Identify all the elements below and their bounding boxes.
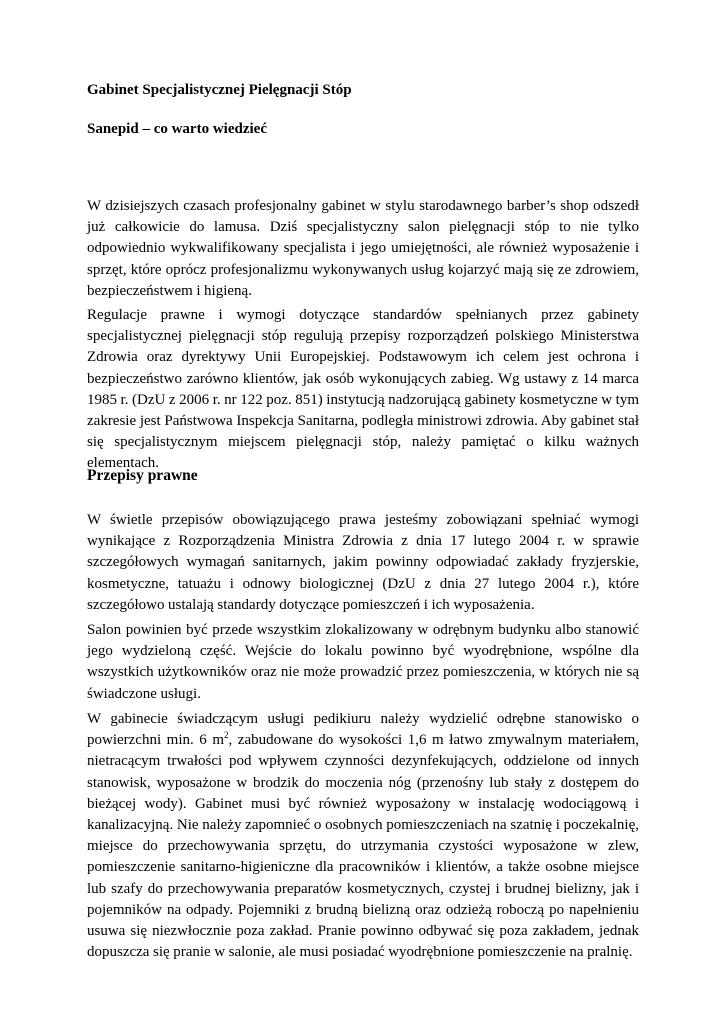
paragraph-text-before: W gabinecie świadczącym usługi pedikiuru należy wydzielić odrębne stanowisko o powierzchni min. 6 m [87,711,639,749]
paragraph-text-after: , zabudowane do wysokości 1,6 m łatwo zmywalnym materiałem, nietracącym trwałości pod wpływem czynności dezynfekujących, oddzielone od innych stanowisk, wyposażone w brodzik do moczenia nóg (przenośny lub stały z dostępem do bieżącej wody). Gabinet musi być również wyposażony w instalację wodociągową i kanalizacyjną. Nie należy zapomnieć o osobnych pomieszczeniach na szatnię i poczekalnię, miejsce do przechowywania sprzętu, do utrzymania czystości wyposażone w zlew, pomieszczenie sanitarno-higieniczne dla pracowników i klientów, a także osobne miejsce lub szafy do przechowywania preparatów kosmetycznych, czystej i brudnej bielizny, jak i pojemników na odpady. Pojemniki z brudną bielizną oraz odzieżą roboczą po napełnieniu usuwa się niezwłocznie poza zakład. Pranie powinno odbywać się poza zakładem, jednak dopuszcza się pranie w salonie, ale musi posiadać wyodrębnione pomieszczenie na pralnię. [87,732,639,961]
paragraph-intro-2: Regulacje prawne i wymogi dotyczące standardów spełnianych przez gabinety specjalistycznej pielęgnacji stóp regulują przepisy rozporządzeń polskiego Ministerstwa Zdrowia oraz dyrektywy Unii Europejskiej. Podstawowym ich celem jest ochrona i bezpieczeństwo zarówno klientów, jak osób wykonujących zabieg. Wg ustawy z 14 marca 1985 r. (DzU z 2006 r. nr 122 poz. 851) instytucją nadzorującą gabinety kosmetyczne w tym zakresie jest Państwowa Inspekcja Sanitarna, podległa ministrowi zdrowia. Aby gabinet stał się specjalistycznym miejscem pielęgnacji stóp, należy pamiętać o kilku ważnych elementach. [87,307,639,472]
superscript-exponent: 2 [224,730,229,741]
paragraph-regulations: W świetle przepisów obowiązującego prawa jesteśmy zobowiązani spełniać wymogi wynikające z Rozporządzenia Ministra Zdrowia z dnia 17 lutego 2004 r. w sprawie szczegółowych wymagań sanitarnych, jakim powinny odpowiadać zakłady fryzjerskie, kosmetyczne, tatuażu i odnowy biologicznej (DzU z dnia 27 lutego 2004 r.), które szczegółowo ustalają standardy dotyczące pomieszczeń i ich wyposażenia. [87,512,639,613]
paragraph-intro-1: W dzisiejszych czasach profesjonalny gabinet w stylu starodawnego barber’s shop odszedł już całkowicie do lamusa. Dziś specjalistyczny salon pielęgnacji stóp to nie tylko odpowiednio wykwalifikowany specjalista i jego umiejętności, ale również wyposażenie i sprzęt, które oprócz profesjonalizmu wykonywanych usług kojarzyć mają się ze zdrowiem, bezpieczeństwem i higieną. [87,198,639,299]
document-subtitle: Sanepid – co warto wiedzieć [87,121,267,137]
section-heading: Przepisy prawne [87,467,198,484]
paragraph-location: Salon powinien być przede wszystkim zlokalizowany w odrębnym budynku albo stanowić jego wydzieloną część. Wejście do lokalu powinno być wyodrębnione, wspólne dla wszystkich użytkowników oraz nie może prowadzić przez pomieszczenia, w których nie są świadczone usługi. [87,622,639,702]
paragraph-pedicure-area [87,709,639,963]
document-title: Gabinet Specjalistycznej Pielęgnacji Stóp [87,82,352,98]
